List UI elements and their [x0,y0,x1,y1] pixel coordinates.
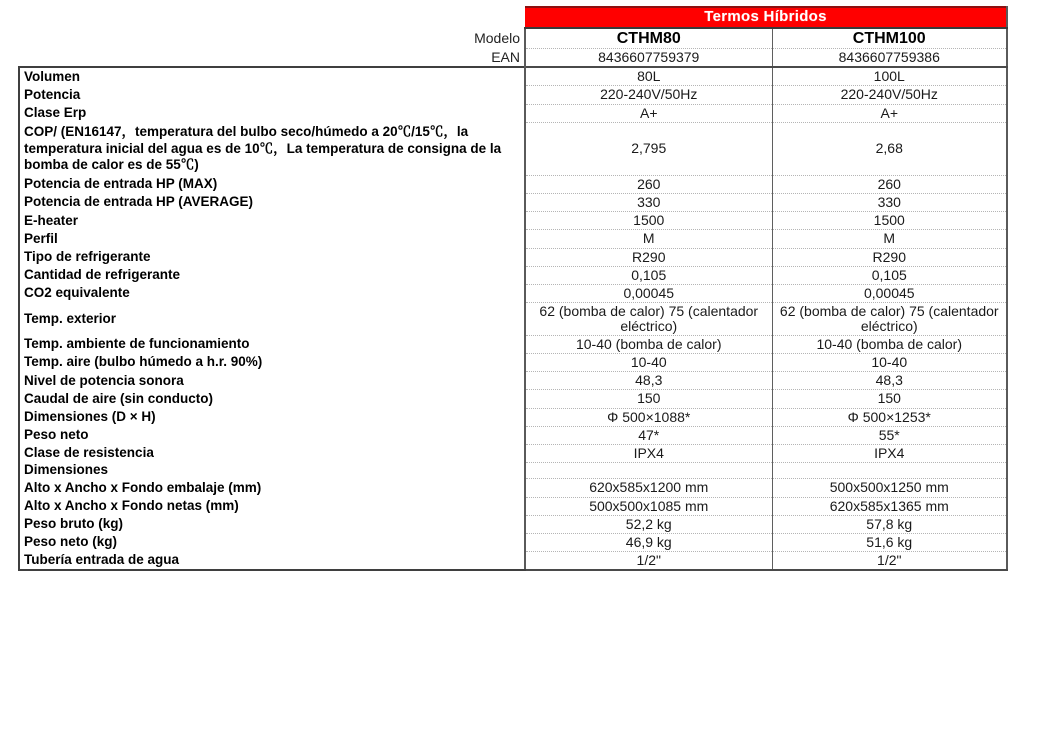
table-row [19,302,1007,335]
table-row [19,390,1007,408]
row-label: Temp. exterior [19,302,525,335]
row-value-cthm100: 55* [772,426,1007,444]
row-label: Peso neto (kg) [19,533,525,551]
row-value-cthm80: 220-240V/50Hz [525,86,772,104]
row-value-cthm80: M [525,230,772,248]
row-label: Potencia de entrada HP (AVERAGE) [19,194,525,212]
table-row [19,336,1007,354]
row-value-cthm100: 2,68 [772,122,1007,175]
row-value-cthm100: A+ [772,104,1007,122]
row-value-cthm100: 150 [772,390,1007,408]
header-value-cthm80: 8436607759379 [525,49,772,68]
row-value-cthm80: 10-40 [525,354,772,372]
row-label: Peso neto [19,426,525,444]
table-row [19,86,1007,104]
row-value-cthm80: A+ [525,104,772,122]
row-value-cthm80: 80L [525,67,772,86]
header-value-cthm100: CTHM100 [772,28,1007,49]
row-value-cthm100: 10-40 (bomba de calor) [772,336,1007,354]
row-value-cthm80: 1500 [525,212,772,230]
row-value-cthm80: 52,2 kg [525,515,772,533]
row-label: Perfil [19,230,525,248]
row-label: Tipo de refrigerante [19,248,525,266]
table-row [19,408,1007,426]
table-row [19,372,1007,390]
row-value-cthm80: 620x585x1200 mm [525,479,772,497]
row-value-cthm80: 0,00045 [525,284,772,302]
row-value-cthm100: 100L [772,67,1007,86]
row-value-cthm100: 500x500x1250 mm [772,479,1007,497]
row-label: Alto x Ancho x Fondo netas (mm) [19,497,525,515]
row-value-cthm80: 10-40 (bomba de calor) [525,336,772,354]
header-value-cthm80: CTHM80 [525,28,772,49]
table-row [19,462,1007,479]
row-value-cthm100: 62 (bomba de calor) 75 (calentador eléctrico) [772,302,1007,335]
table-row [19,67,1007,86]
row-label: Dimensiones (D × H) [19,408,525,426]
row-value-cthm100: 620x585x1365 mm [772,497,1007,515]
banner-title: Termos Híbridos [525,7,1007,28]
table-row [19,354,1007,372]
row-value-cthm80: 48,3 [525,372,772,390]
row-value-cthm80: 150 [525,390,772,408]
table-row [19,551,1007,570]
row-value-cthm80: 62 (bomba de calor) 75 (calentador eléctrico) [525,302,772,335]
table-row [19,479,1007,497]
table-row [19,515,1007,533]
row-label: Clase de resistencia [19,444,525,462]
table-row [19,426,1007,444]
header-row-2 [19,49,1007,68]
table-row [19,266,1007,284]
row-value-cthm80: 46,9 kg [525,533,772,551]
row-label: Dimensiones [19,462,525,479]
row-label: Nivel de potencia sonora [19,372,525,390]
row-label: Tubería entrada de agua [19,551,525,570]
row-value-cthm80: 2,795 [525,122,772,175]
table-row [19,212,1007,230]
row-label: Alto x Ancho x Fondo embalaje (mm) [19,479,525,497]
row-label: CO2 equivalente [19,284,525,302]
row-label: Caudal de aire (sin conducto) [19,390,525,408]
table-row [19,284,1007,302]
row-value-cthm80: 47* [525,426,772,444]
row-value-cthm80: 0,105 [525,266,772,284]
row-value-cthm100: 220-240V/50Hz [772,86,1007,104]
table-row [19,104,1007,122]
banner-spacer [19,7,525,28]
row-value-cthm100: 10-40 [772,354,1007,372]
row-value-cthm100: 51,6 kg [772,533,1007,551]
header-row-label: Modelo [19,28,525,49]
row-label: Temp. ambiente de funcionamiento [19,336,525,354]
row-label: Peso bruto (kg) [19,515,525,533]
row-value-cthm80: 260 [525,176,772,194]
row-value-cthm100: 0,00045 [772,284,1007,302]
table-row [19,248,1007,266]
row-value-cthm100: 1/2" [772,551,1007,570]
row-value-cthm100: 57,8 kg [772,515,1007,533]
row-value-cthm80 [525,462,772,479]
table-row [19,230,1007,248]
row-value-cthm100: Φ 500×1253* [772,408,1007,426]
row-value-cthm100: 0,105 [772,266,1007,284]
table-row [19,194,1007,212]
row-value-cthm80: R290 [525,248,772,266]
row-value-cthm80: 330 [525,194,772,212]
specifications-table [18,6,1008,571]
header-row-label: EAN [19,49,525,68]
row-value-cthm100: 48,3 [772,372,1007,390]
row-label: Cantidad de refrigerante [19,266,525,284]
row-value-cthm100: 260 [772,176,1007,194]
row-value-cthm80: 500x500x1085 mm [525,497,772,515]
row-value-cthm100 [772,462,1007,479]
row-label: E-heater [19,212,525,230]
row-label: COP/ (EN16147，temperatura del bulbo seco/húmedo a 20℃/15℃，la temperatura inicial del agua es de 10℃，La temperatura de consigna de la bomba de calor es de 55℃) [19,122,525,175]
row-value-cthm100: 330 [772,194,1007,212]
table-row [19,497,1007,515]
row-label: Potencia de entrada HP (MAX) [19,176,525,194]
table-row [19,444,1007,462]
row-value-cthm80: Φ 500×1088* [525,408,772,426]
row-value-cthm100: R290 [772,248,1007,266]
table-row [19,176,1007,194]
header-value-cthm100: 8436607759386 [772,49,1007,68]
banner-row [19,7,1007,28]
row-label: Volumen [19,67,525,86]
table-row [19,122,1007,175]
row-value-cthm100: IPX4 [772,444,1007,462]
row-value-cthm100: 1500 [772,212,1007,230]
row-label: Clase Erp [19,104,525,122]
row-value-cthm100: M [772,230,1007,248]
row-label: Potencia [19,86,525,104]
row-value-cthm80: 1/2" [525,551,772,570]
header-row-1 [19,28,1007,49]
row-value-cthm80: IPX4 [525,444,772,462]
table-row [19,533,1007,551]
row-label: Temp. aire (bulbo húmedo a h.r. 90%) [19,354,525,372]
